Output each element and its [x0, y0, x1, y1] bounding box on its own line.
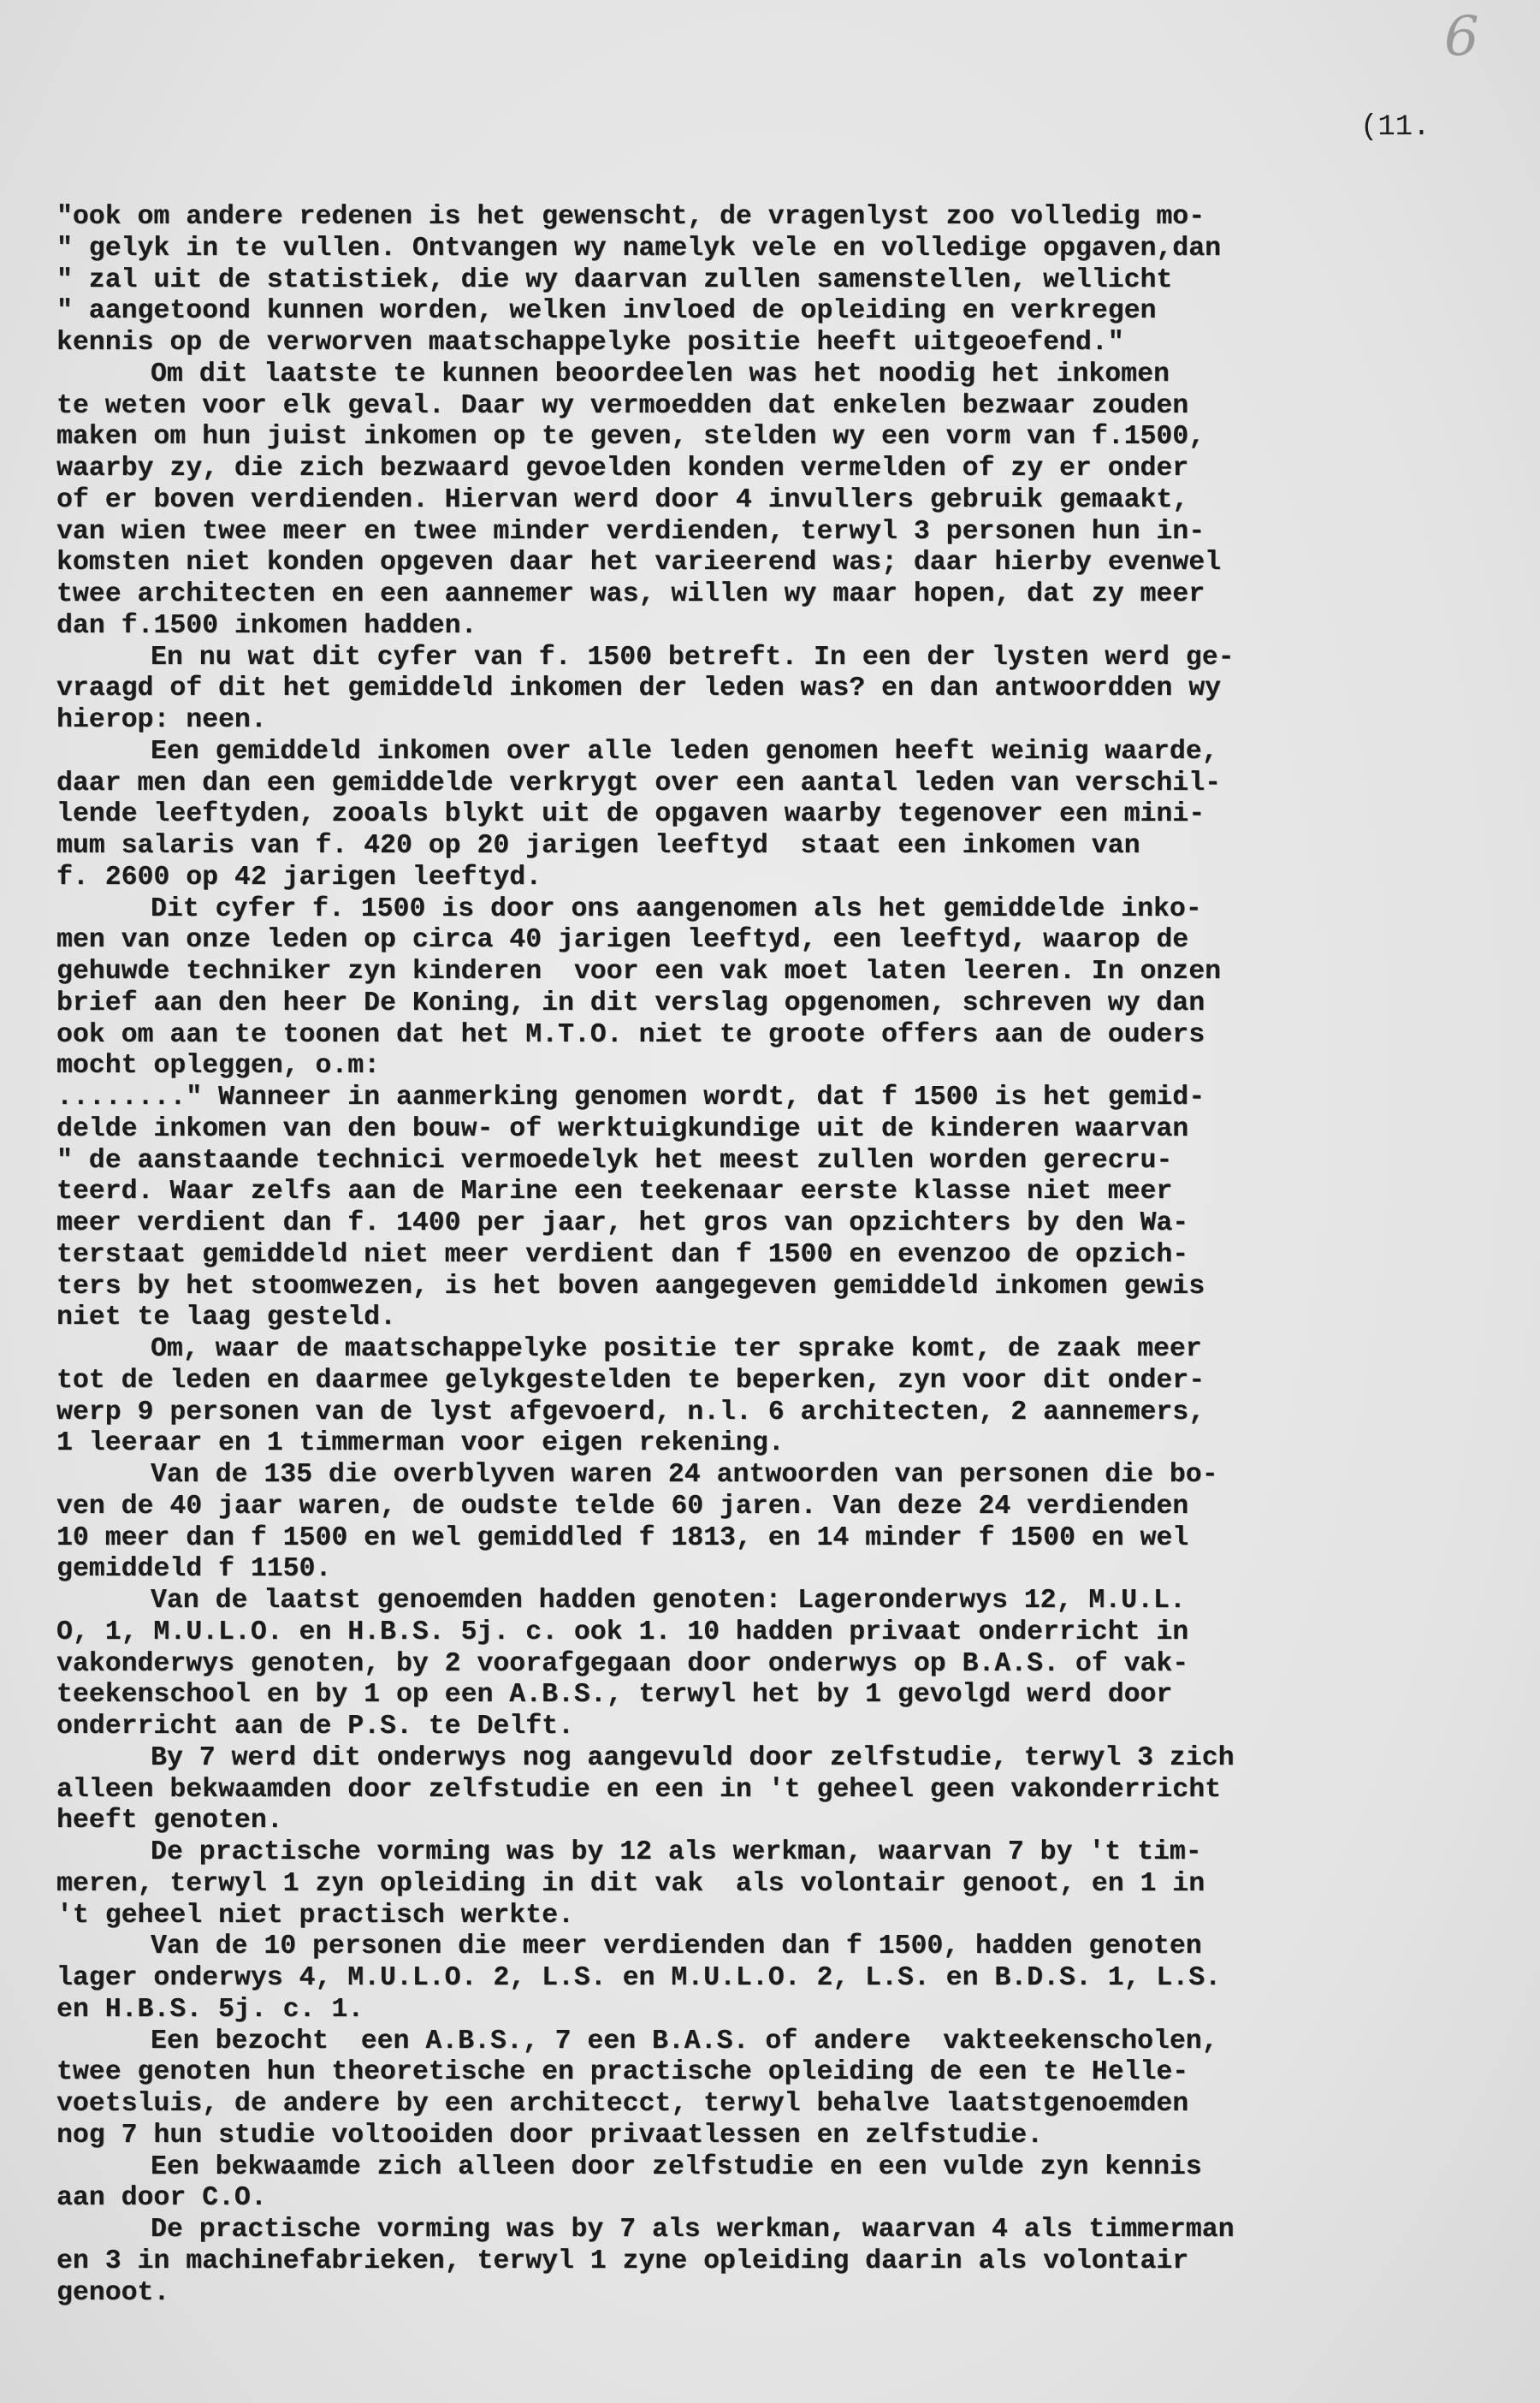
- text-line: komsten niet konden opgeven daar het varieerend was; daar hierby evenwel: [56, 548, 1222, 578]
- text-line: dan f.1500 inkomen hadden.: [56, 610, 477, 641]
- text-line: ven de 40 jaar waren, de oudste telde 60 jaren. Van deze 24 verdienden: [56, 1491, 1189, 1522]
- text-line: en 3 in machinefabrieken, terwyl 1 zyne opleiding daarin als volontair: [56, 2246, 1189, 2276]
- text-line: werp 9 personen van de lyst afgevoerd, n.l. 6 architecten, 2 aannemers,: [56, 1397, 1205, 1427]
- text-line: en H.B.S. 5j. c. 1.: [56, 1994, 364, 2025]
- text-line: gemiddeld f 1150.: [56, 1554, 332, 1585]
- text-line: alleen bekwaamden door zelfstudie en een in 't geheel geen vakonderricht: [56, 1774, 1222, 1805]
- text-line: onderricht aan de P.S. te Delft.: [56, 1712, 574, 1741]
- text-line: genoot.: [56, 2277, 170, 2308]
- text-line: brief aan den heer De Koning, in dit verslag opgenomen, schreven wy dan: [56, 988, 1205, 1018]
- text-line: vakonderwys genoten, by 2 voorafgegaan door onderwys op B.A.S. of vak-: [56, 1648, 1189, 1679]
- text-line: te weten voor elk geval. Daar wy vermoedden dat enkelen bezwaar zouden: [56, 390, 1189, 421]
- text-line: of er boven verdienden. Hiervan werd door 4 invullers gebruik gemaakt,: [56, 484, 1189, 515]
- text-line: Dit cyfer f. 1500 is door ons aangenomen als het gemiddelde inko-: [151, 893, 1202, 924]
- text-line: Om dit laatste te kunnen beoordeelen was het noodig het inkomen: [151, 359, 1170, 389]
- text-line: heeft genoten.: [56, 1806, 283, 1836]
- text-line: f. 2600 op 42 jarigen leeftyd.: [56, 862, 542, 893]
- text-line: van wien twee meer en twee minder verdienden, terwyl 3 personen hun in-: [56, 516, 1205, 547]
- text-line: vraagd of dit het gemiddeld inkomen der leden was? en dan antwoordden wy: [56, 673, 1222, 704]
- text-line: daar men dan een gemiddelde verkrygt over een aantal leden van verschil-: [56, 768, 1222, 798]
- text-line: nog 7 hun studie voltooiden door privaatlessen en zelfstudie.: [56, 2120, 1044, 2151]
- text-line: mum salaris van f. 420 op 20 jarigen leeftyd staat een inkomen van: [56, 831, 1140, 861]
- text-line: De practische vorming was by 7 als werkman, waarvan 4 als timmerman: [151, 2215, 1235, 2245]
- text-line: meer verdient dan f. 1400 per jaar, het gros van opzichters by den Wa-: [56, 1208, 1189, 1238]
- text-line: kennis op de verworven maatschappelyke positie heeft uitgeoefend.": [56, 328, 1124, 358]
- text-line: mocht opleggen, o.m:: [56, 1051, 381, 1082]
- text-line: Een bezocht een A.B.S., 7 een B.A.S. of andere vakteekenscholen,: [151, 2026, 1218, 2056]
- text-line: Een gemiddeld inkomen over alle leden genomen heeft weinig waarde,: [151, 736, 1218, 767]
- text-line: By 7 werd dit onderwys nog aangevuld door zelfstudie, terwyl 3 zich: [151, 1742, 1235, 1773]
- text-line: teekenschool en by 1 op een A.B.S., terwyl het by 1 gevolgd werd door: [56, 1680, 1173, 1711]
- text-line: lende leeftyden, zooals blykt uit de opgaven waarby tegenover een mini-: [56, 799, 1205, 830]
- text-line: ook om aan te toonen dat het M.T.O. niet te groote offers aan de ouders: [56, 1019, 1205, 1050]
- text-line: delde inkomen van den bouw- of werktuigkundige uit de kinderen waarvan: [56, 1113, 1189, 1144]
- text-line: aan door C.O.: [56, 2183, 267, 2214]
- text-line: 't geheel niet practisch werkte.: [56, 1900, 574, 1931]
- text-line: Van de laatst genoemden hadden genoten: Lageronderwys 12, M.U.L.: [151, 1586, 1186, 1616]
- text-line: ters by het stoomwezen, is het boven aangegeven gemiddeld inkomen gewis: [56, 1271, 1205, 1302]
- text-line: waarby zy, die zich bezwaard gevoelden konden vermelden of zy er onder: [56, 454, 1189, 484]
- text-line: En nu wat dit cyfer van f. 1500 betreft. In een der lysten werd ge-: [151, 642, 1235, 673]
- text-line: niet te laag gesteld.: [56, 1302, 396, 1333]
- text-line: Van de 10 personen die meer verdienden dan f 1500, hadden genoten: [151, 1931, 1202, 1962]
- pencil-page-mark: 6: [1444, 5, 1479, 68]
- text-line: maken om hun juist inkomen op te geven, stelden wy een vorm van f.1500,: [56, 422, 1205, 453]
- text-line: men van onze leden op circa 40 jarigen leeftyd, een leeftyd, waarop de: [56, 925, 1189, 956]
- text-line: " de aanstaande technici vermoedelyk het meest zullen worden gerecru-: [56, 1145, 1173, 1176]
- text-line: 1 leeraar en 1 timmerman voor eigen rekening.: [56, 1428, 785, 1459]
- text-line: terstaat gemiddeld niet meer verdient dan f 1500 en evenzoo de opzich-: [56, 1239, 1189, 1270]
- page-number: (11.: [1360, 111, 1430, 144]
- text-line: De practische vorming was by 12 als werkman, waarvan 7 by 't tim-: [151, 1837, 1202, 1867]
- text-line: " aangetoond kunnen worden, welken invloed de opleiding en verkregen: [56, 296, 1157, 327]
- text-line: " zal uit de statistiek, die wy daarvan zullen samenstellen, wellicht: [56, 264, 1173, 295]
- text-line: voetsluis, de andere by een architecct, terwyl behalve laatstgenoemden: [56, 2089, 1189, 2119]
- text-line: lager onderwys 4, M.U.L.O. 2, L.S. en M.U.L.O. 2, L.S. en B.D.S. 1, L.S.: [56, 1963, 1222, 1993]
- text-line: hierop: neen.: [56, 705, 267, 735]
- text-line: twee genoten hun theoretische en practische opleiding de een te Helle-: [56, 2057, 1189, 2088]
- text-line: meren, terwyl 1 zyn opleiding in dit vak als volontair genoot, en 1 in: [56, 1868, 1205, 1899]
- text-line: tot de leden en daarmee gelykgestelden te beperken, zyn voor dit onder-: [56, 1365, 1205, 1396]
- text-line: "ook om andere redenen is het gewenscht, de vragenlyst zoo volledig mo-: [56, 202, 1205, 232]
- text-line: ........" Wanneer in aanmerking genomen wordt, dat f 1500 is het gemid-: [56, 1083, 1205, 1112]
- text-line: Van de 135 die overblyven waren 24 antwoorden van personen die bo-: [151, 1460, 1218, 1490]
- text-line: O, 1, M.U.L.O. en H.B.S. 5j. c. ook 1. 10 hadden privaat onderricht in: [56, 1617, 1189, 1647]
- text-line: Een bekwaamde zich alleen door zelfstudie en een vulde zyn kennis: [151, 2151, 1202, 2182]
- text-line: 10 meer dan f 1500 en wel gemiddled f 1813, en 14 minder f 1500 en wel: [56, 1522, 1189, 1553]
- text-line: gehuwde techniker zyn kinderen voor een vak moet laten leeren. In onzen: [56, 957, 1222, 987]
- text-line: twee architecten en een aannemer was, willen wy maar hopen, dat zy meer: [56, 579, 1205, 609]
- text-line: " gelyk in te vullen. Ontvangen wy namelyk vele en volledige opgaven,dan: [56, 233, 1222, 264]
- text-line: teerd. Waar zelfs aan de Marine een teekenaar eerste klasse niet meer: [56, 1177, 1173, 1207]
- text-line: Om, waar de maatschappelyke positie ter sprake komt, de zaak meer: [151, 1334, 1202, 1364]
